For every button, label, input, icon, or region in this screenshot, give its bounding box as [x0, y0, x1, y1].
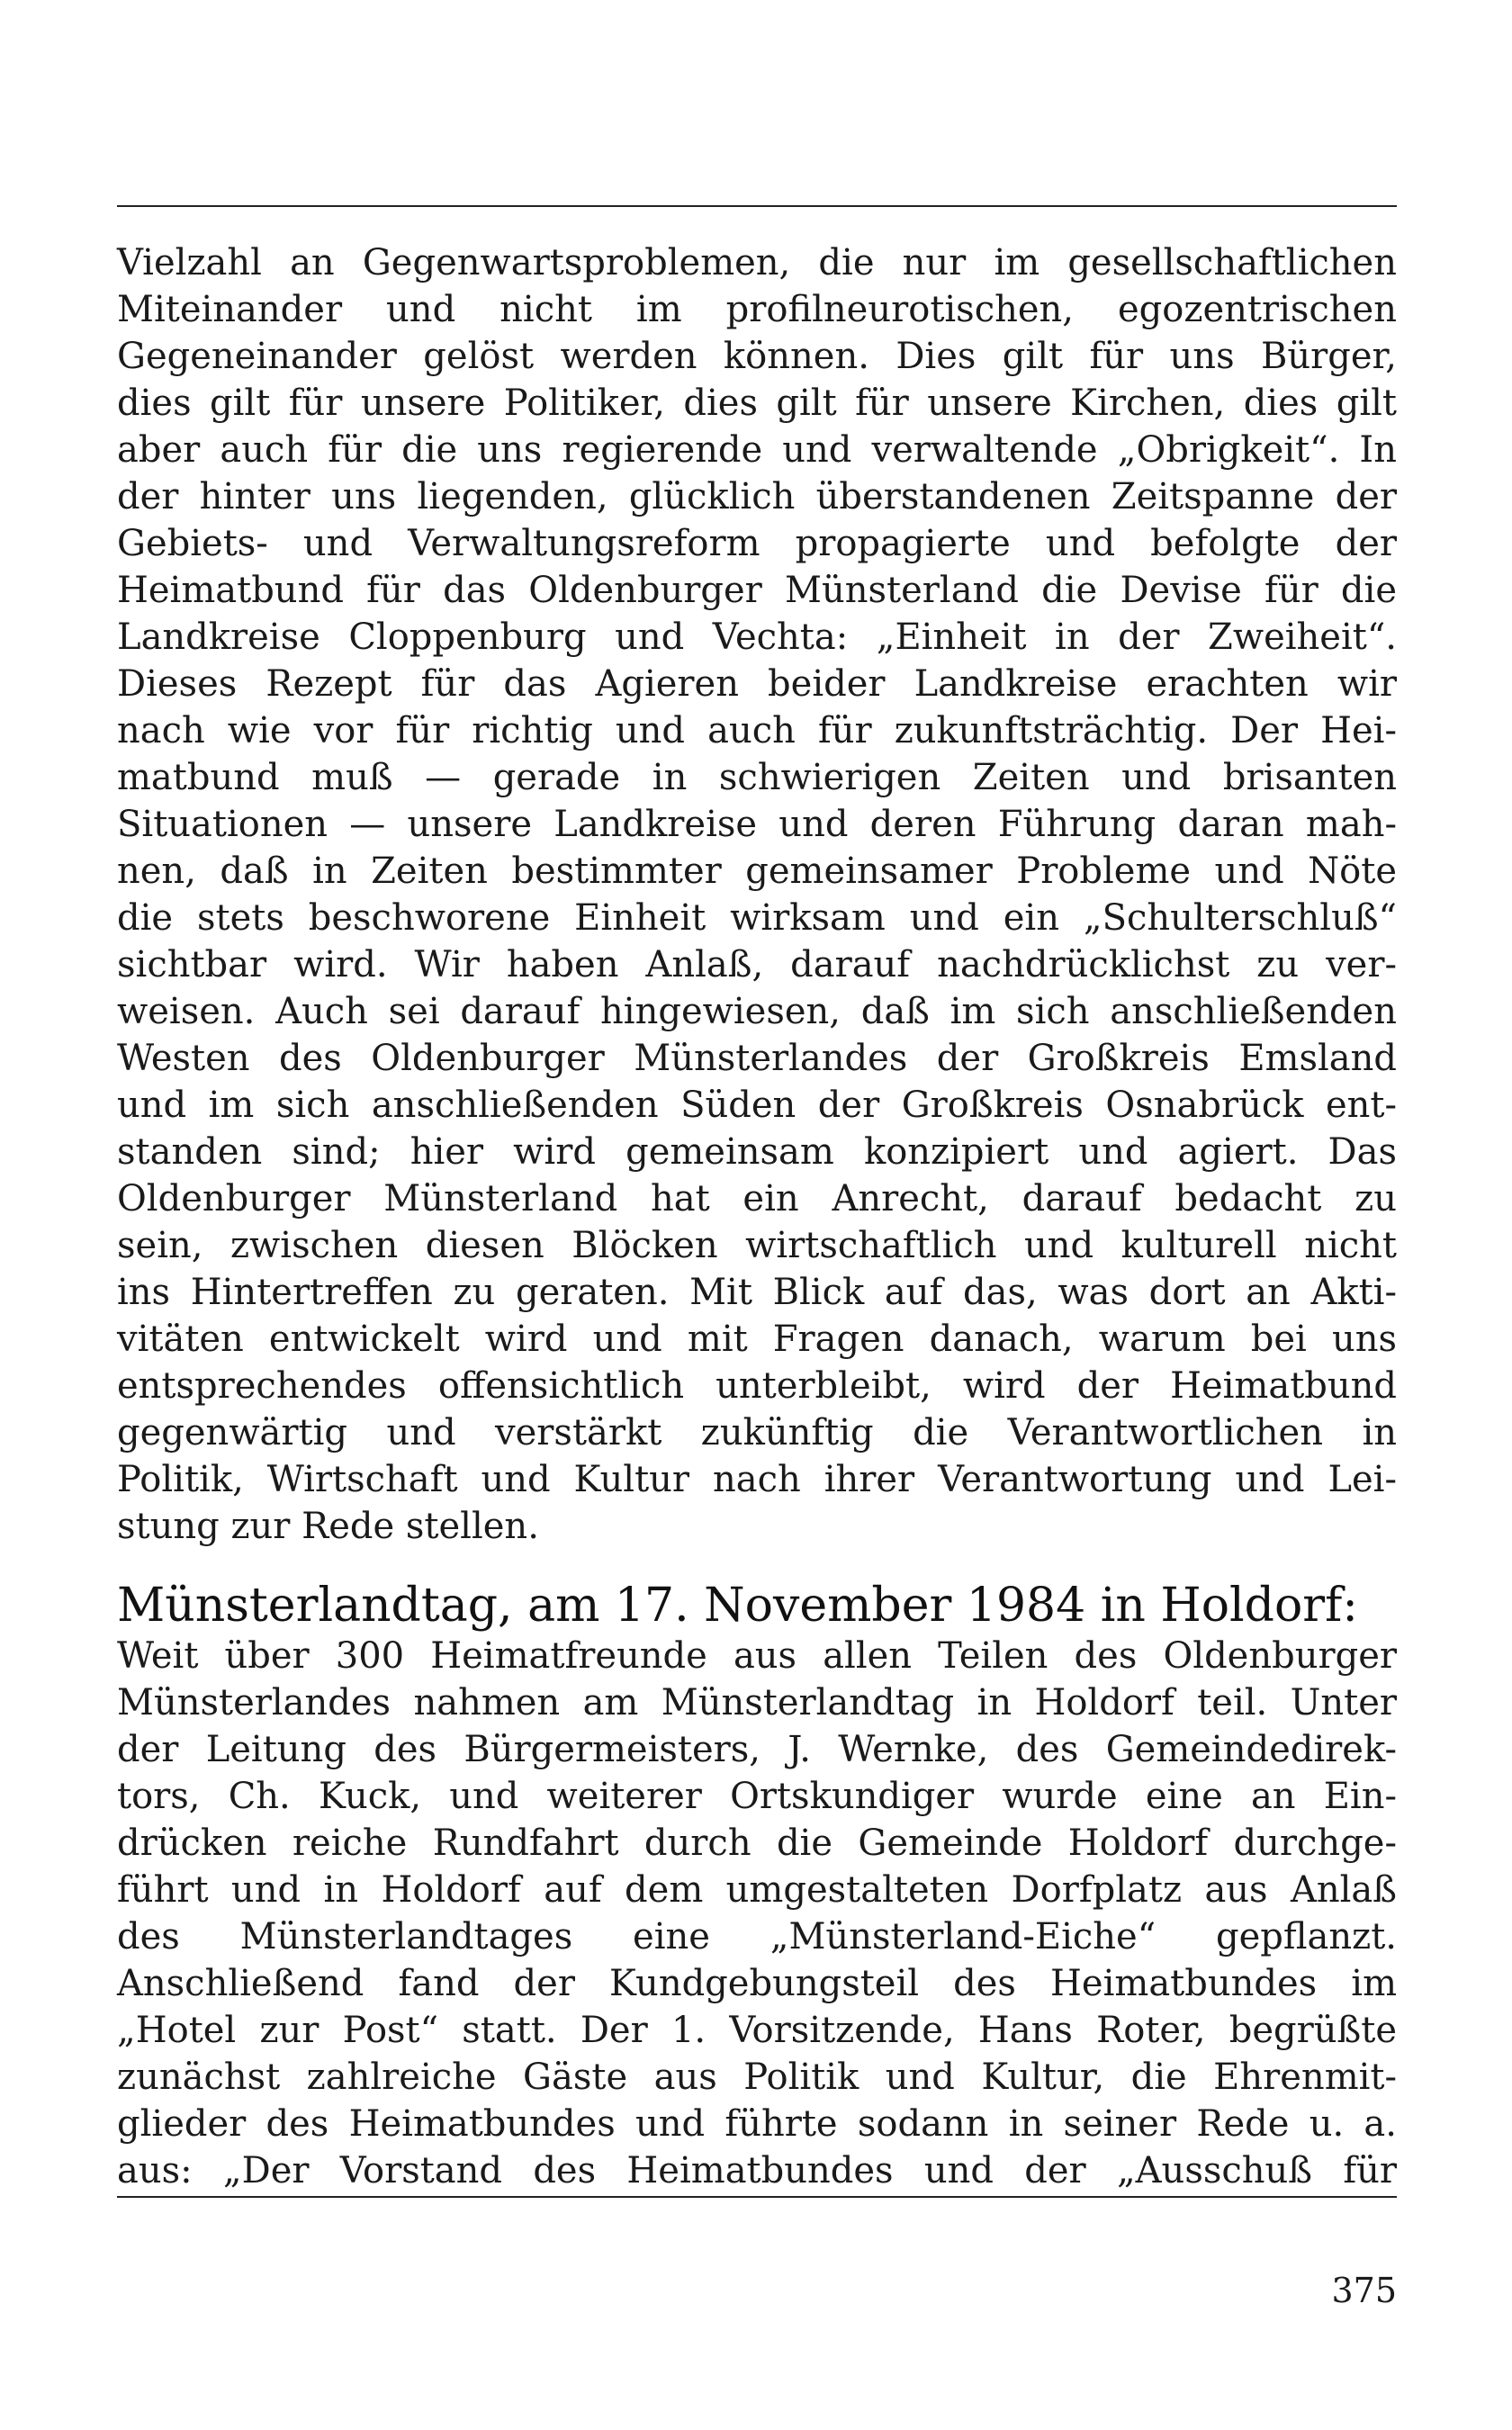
text-line: Anschließend fand der Kundgebungsteil des Heimatbundes im [117, 1963, 1397, 2004]
text-line: der Leitung des Bürgermeisters, J. Wernke, des Gemeindedirek- [117, 1729, 1397, 1770]
text-line: gegenwärtig und verstärkt zukünftig die Verantwortlichen in [117, 1412, 1397, 1454]
top-rule [117, 205, 1397, 207]
text-line: standen sind; hier wird gemeinsam konzipiert und agiert. Das [117, 1131, 1397, 1173]
text-line: Dieses Rezept für das Agieren beider Landkreise erachten wir [117, 663, 1397, 705]
text-line: sein, zwischen diesen Blöcken wirtschaftlich und kulturell nicht [117, 1225, 1397, 1266]
text-line: Gegeneinander gelöst werden können. Dies gilt für uns Bürger, [117, 336, 1397, 377]
text-line: tors, Ch. Kuck, und weiterer Ortskundiger wurde eine an Ein- [117, 1776, 1397, 1817]
page-number: 375 [1331, 2271, 1397, 2310]
section-heading: Münsterlandtag, am 17. November 1984 in Holdorf: [117, 1579, 1358, 1633]
text-line: Gebiets- und Verwaltungsreform propagierte und befolgte der [117, 523, 1397, 564]
text-line: der hinter uns liegenden, glücklich überstandenen Zeitspanne der [117, 476, 1397, 518]
bottom-rule [117, 2196, 1397, 2198]
text-line: entsprechendes offensichtlich unterbleibt, wird der Heimatbund [117, 1365, 1397, 1407]
text-line: und im sich anschließenden Süden der Großkreis Osnabrück ent- [117, 1084, 1397, 1126]
text-line: Westen des Oldenburger Münsterlandes der Großkreis Emsland [117, 1038, 1397, 1079]
text-line: aber auch für die uns regierende und verwaltende „Obrigkeit“. In [117, 429, 1397, 471]
text-line: Politik, Wirtschaft und Kultur nach ihrer Verantwortung und Lei- [117, 1459, 1397, 1500]
text-line: aus: „Der Vorstand des Heimatbundes und der „Ausschuß für [117, 2150, 1397, 2192]
text-line: zunächst zahlreiche Gäste aus Politik und Kultur, die Ehrenmit- [117, 2056, 1397, 2098]
body-paragraph [117, 239, 1397, 1550]
text-line: nach wie vor für richtig und auch für zukunftsträchtig. Der Hei- [117, 710, 1397, 752]
body-paragraph-2 [117, 1633, 1397, 2194]
text-line: Landkreise Cloppenburg und Vechta: „Einheit in der Zweiheit“. [117, 616, 1397, 658]
text-line: drücken reiche Rundfahrt durch die Gemeinde Holdorf durchge- [117, 1822, 1397, 1864]
text-line: Vielzahl an Gegenwartsproblemen, die nur im gesellschaftlichen [117, 242, 1397, 284]
text-line: Miteinander und nicht im profilneurotischen, egozentrischen [117, 289, 1397, 330]
text-line: Münsterlandes nahmen am Münsterlandtag in Holdorf teil. Unter [117, 1682, 1397, 1724]
text-line: Situationen — unsere Landkreise und deren Führung daran mah- [117, 804, 1397, 845]
text-line: vitäten entwickelt wird und mit Fragen danach, warum bei uns [117, 1318, 1397, 1360]
text-line: Heimatbund für das Oldenburger Münsterland die Devise für die [117, 570, 1397, 611]
text-line: „Hotel zur Post“ statt. Der 1. Vorsitzende, Hans Roter, begrüßte [117, 2010, 1397, 2051]
text-line: ins Hintertreffen zu geraten. Mit Blick auf das, was dort an Akti- [117, 1272, 1397, 1313]
text-line: sichtbar wird. Wir haben Anlaß, darauf nachdrücklichst zu ver- [117, 944, 1397, 986]
text-line: glieder des Heimatbundes und führte sodann in seiner Rede u. a. [117, 2103, 1397, 2145]
text-line: stung zur Rede stellen. [117, 1506, 539, 1547]
text-line: des Münsterlandtages eine „Münsterland-Eiche“ gepflanzt. [117, 1916, 1397, 1958]
text-line: dies gilt für unsere Politiker, dies gilt für unsere Kirchen, dies gilt [117, 382, 1397, 424]
text-line: Oldenburger Münsterland hat ein Anrecht, darauf bedacht zu [117, 1178, 1397, 1220]
text-line: weisen. Auch sei darauf hingewiesen, daß im sich anschließenden [117, 991, 1397, 1032]
text-line: Weit über 300 Heimatfreunde aus allen Teilen des Oldenburger [117, 1635, 1397, 1677]
text-line: die stets beschworene Einheit wirksam und ein „Schulterschluß“ [117, 897, 1397, 939]
text-line: nen, daß in Zeiten bestimmter gemeinsamer Probleme und Nöte [117, 850, 1397, 892]
text-line: führt und in Holdorf auf dem umgestalteten Dorfplatz aus Anlaß [117, 1869, 1397, 1911]
text-line: matbund muß — gerade in schwierigen Zeiten und brisanten [117, 757, 1397, 798]
